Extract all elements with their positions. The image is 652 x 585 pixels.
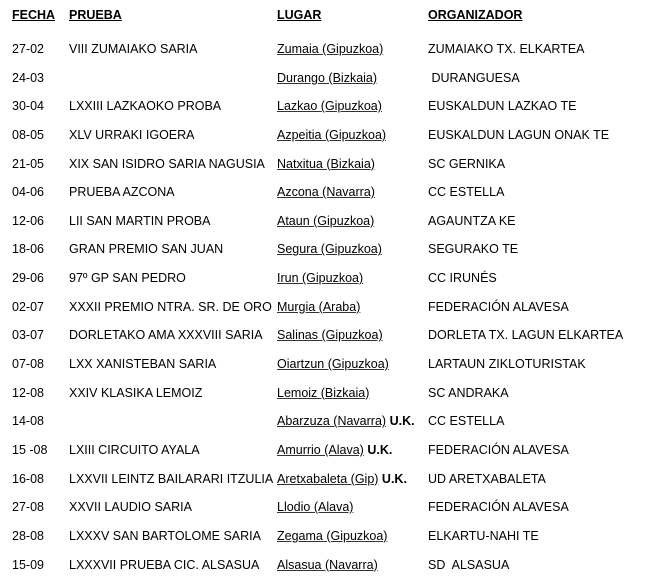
cell-organizador: EUSKALDUN LAZKAO TE bbox=[428, 99, 577, 114]
cell-organizador: LARTAUN ZIKLOTURISTAK bbox=[428, 357, 586, 372]
cell-fecha: 18-06 bbox=[12, 242, 44, 257]
table-row bbox=[0, 35, 652, 64]
cell-fecha: 15 -08 bbox=[12, 442, 48, 457]
cell-lugar bbox=[277, 293, 360, 322]
cell-fecha: 24-03 bbox=[12, 70, 44, 85]
cell-fecha: 14-08 bbox=[12, 414, 44, 429]
cell-organizador: FEDERACIÓN ALAVESA bbox=[428, 442, 569, 457]
lugar-place: Zegama (Gipuzkoa) bbox=[277, 528, 388, 543]
cell-lugar bbox=[277, 150, 375, 179]
lugar-place: Aretxabaleta (Gip) bbox=[277, 471, 379, 486]
cell-organizador: FEDERACIÓN ALAVESA bbox=[428, 500, 569, 515]
cell-organizador: SC GERNIKA bbox=[428, 156, 506, 171]
table-row bbox=[0, 264, 652, 293]
lugar-place: Ataun (Gipuzkoa) bbox=[277, 213, 375, 228]
cell-prueba: LII SAN MARTIN PROBA bbox=[69, 213, 211, 228]
cell-prueba: GRAN PREMIO SAN JUAN bbox=[69, 242, 224, 257]
cell-lugar bbox=[277, 436, 392, 465]
lugar-uk-tag: U.K. bbox=[367, 442, 393, 457]
lugar-uk-tag: U.K. bbox=[381, 471, 407, 486]
lugar-place: Oiartzun (Gipuzkoa) bbox=[277, 357, 389, 372]
cell-organizador: UD ARETXABALETA bbox=[428, 471, 546, 486]
cell-prueba: XXXII PREMIO NTRA. SR. DE ORO bbox=[69, 299, 272, 314]
header-organizador: ORGANIZADOR bbox=[428, 8, 523, 22]
table-row bbox=[0, 178, 652, 207]
cell-prueba: LXIII CIRCUITO AYALA bbox=[69, 442, 200, 457]
cell-fecha: 12-06 bbox=[12, 213, 44, 228]
table-row bbox=[0, 321, 652, 350]
table-row bbox=[0, 207, 652, 236]
lugar-place: Amurrio (Alava) bbox=[277, 442, 364, 457]
cell-fecha: 28-08 bbox=[12, 528, 44, 543]
cell-prueba: LXXXV SAN BARTOLOME SARIA bbox=[69, 528, 261, 543]
cell-lugar bbox=[277, 350, 389, 379]
lugar-place: Durango (Bizkaia) bbox=[277, 70, 378, 85]
cell-organizador: EUSKALDUN LAGUN ONAK TE bbox=[428, 127, 610, 142]
cell-organizador: SD ALSASUA bbox=[428, 557, 510, 572]
cell-prueba: DORLETAKO AMA XXXVIII SARIA bbox=[69, 328, 263, 343]
cell-prueba: XLV URRAKI IGOERA bbox=[69, 127, 195, 142]
table-row bbox=[0, 522, 652, 551]
lugar-place: Abarzuza (Navarra) bbox=[277, 414, 387, 429]
table-row bbox=[0, 293, 652, 322]
cell-lugar bbox=[277, 551, 378, 580]
cell-organizador: SEGURAKO TE bbox=[428, 242, 519, 257]
cell-fecha: 08-05 bbox=[12, 127, 44, 142]
cell-prueba: XXVII LAUDIO SARIA bbox=[69, 500, 192, 515]
table-row bbox=[0, 121, 652, 150]
cell-organizador: AGAUNTZA KE bbox=[428, 213, 516, 228]
cell-fecha: 04-06 bbox=[12, 185, 44, 200]
cell-prueba: LXXVII LEINTZ BAILARARI ITZULIA bbox=[69, 471, 274, 486]
cell-fecha: 27-02 bbox=[12, 42, 44, 56]
cell-lugar bbox=[277, 522, 387, 551]
lugar-place: Salinas (Gipuzkoa) bbox=[277, 328, 383, 343]
cell-fecha: 21-05 bbox=[12, 156, 44, 171]
cell-organizador: DORLETA TX. LAGUN ELKARTEA bbox=[428, 328, 624, 343]
cell-lugar bbox=[277, 64, 377, 93]
cell-fecha: 16-08 bbox=[12, 471, 44, 486]
lugar-uk-tag: U.K. bbox=[389, 414, 415, 429]
cell-organizador: FEDERACIÓN ALAVESA bbox=[428, 299, 569, 314]
cell-lugar bbox=[277, 35, 383, 64]
cell-organizador: CC IRUNÉS bbox=[428, 271, 497, 286]
table-row bbox=[0, 551, 652, 580]
cell-prueba: LXX XANISTEBAN SARIA bbox=[69, 357, 217, 372]
cell-lugar bbox=[277, 264, 363, 293]
cell-prueba: 97º GP SAN PEDRO bbox=[69, 271, 186, 286]
lugar-place: Segura (Gipuzkoa) bbox=[277, 242, 382, 257]
cell-fecha: 02-07 bbox=[12, 299, 44, 314]
cell-prueba: VIII ZUMAIAKO SARIA bbox=[69, 42, 198, 56]
table-row bbox=[0, 493, 652, 522]
table-row bbox=[0, 407, 652, 436]
cell-prueba: LXXIII LAZKAOKO PROBA bbox=[69, 99, 222, 114]
table-header bbox=[0, 8, 652, 26]
header-lugar: LUGAR bbox=[277, 8, 322, 22]
cell-organizador: CC ESTELLA bbox=[428, 414, 505, 429]
header-fecha: FECHA bbox=[12, 8, 56, 22]
cell-lugar bbox=[277, 121, 386, 150]
lugar-place: Lazkao (Gipuzkoa) bbox=[277, 99, 382, 114]
cell-organizador: ZUMAIAKO TX. ELKARTEA bbox=[428, 42, 585, 56]
cell-prueba: XIX SAN ISIDRO SARIA NAGUSIA bbox=[69, 156, 265, 171]
table-row bbox=[0, 379, 652, 408]
cell-lugar bbox=[277, 321, 383, 350]
cell-prueba: PRUEBA AZCONA bbox=[69, 185, 175, 200]
cell-lugar bbox=[277, 235, 382, 264]
lugar-place: Irun (Gipuzkoa) bbox=[277, 271, 364, 286]
table-row bbox=[0, 150, 652, 179]
cell-fecha: 15-09 bbox=[12, 557, 44, 572]
lugar-place: Lemoiz (Bizkaia) bbox=[277, 385, 370, 400]
table-row bbox=[0, 350, 652, 379]
cell-fecha: 03-07 bbox=[12, 328, 44, 343]
cell-fecha: 07-08 bbox=[12, 357, 44, 372]
header-prueba: PRUEBA bbox=[69, 8, 122, 22]
table-row bbox=[0, 436, 652, 465]
table-row bbox=[0, 92, 652, 121]
cell-lugar bbox=[277, 465, 407, 494]
cell-organizador: SC ANDRAKA bbox=[428, 385, 509, 400]
cell-fecha: 27-08 bbox=[12, 500, 44, 515]
cell-fecha: 29-06 bbox=[12, 271, 44, 286]
cell-lugar bbox=[277, 207, 374, 236]
cell-prueba: XXIV KLASIKA LEMOIZ bbox=[69, 385, 203, 400]
cell-prueba: LXXXVII PRUEBA CIC. ALSASUA bbox=[69, 557, 260, 572]
cell-lugar bbox=[277, 92, 382, 121]
lugar-place: Murgia (Araba) bbox=[277, 299, 361, 314]
lugar-place: Azpeitia (Gipuzkoa) bbox=[277, 127, 387, 142]
cell-lugar bbox=[277, 493, 353, 522]
cell-lugar bbox=[277, 407, 415, 436]
table-row bbox=[0, 235, 652, 264]
cell-organizador: CC ESTELLA bbox=[428, 185, 505, 200]
lugar-place: Llodio (Alava) bbox=[277, 500, 354, 515]
cell-lugar bbox=[277, 178, 375, 207]
lugar-place: Natxitua (Bizkaia) bbox=[277, 156, 375, 171]
table-row bbox=[0, 64, 652, 93]
race-calendar-table bbox=[0, 35, 652, 579]
cell-fecha: 30-04 bbox=[12, 99, 44, 114]
lugar-place: Zumaia (Gipuzkoa) bbox=[277, 42, 384, 56]
table-row bbox=[0, 465, 652, 494]
cell-organizador: ELKARTU-NAHI TE bbox=[428, 528, 539, 543]
cell-lugar bbox=[277, 379, 369, 408]
cell-fecha: 12-08 bbox=[12, 385, 44, 400]
lugar-place: Azcona (Navarra) bbox=[277, 185, 375, 200]
lugar-place: Alsasua (Navarra) bbox=[277, 557, 378, 572]
cell-organizador: DURANGUESA bbox=[428, 70, 520, 85]
